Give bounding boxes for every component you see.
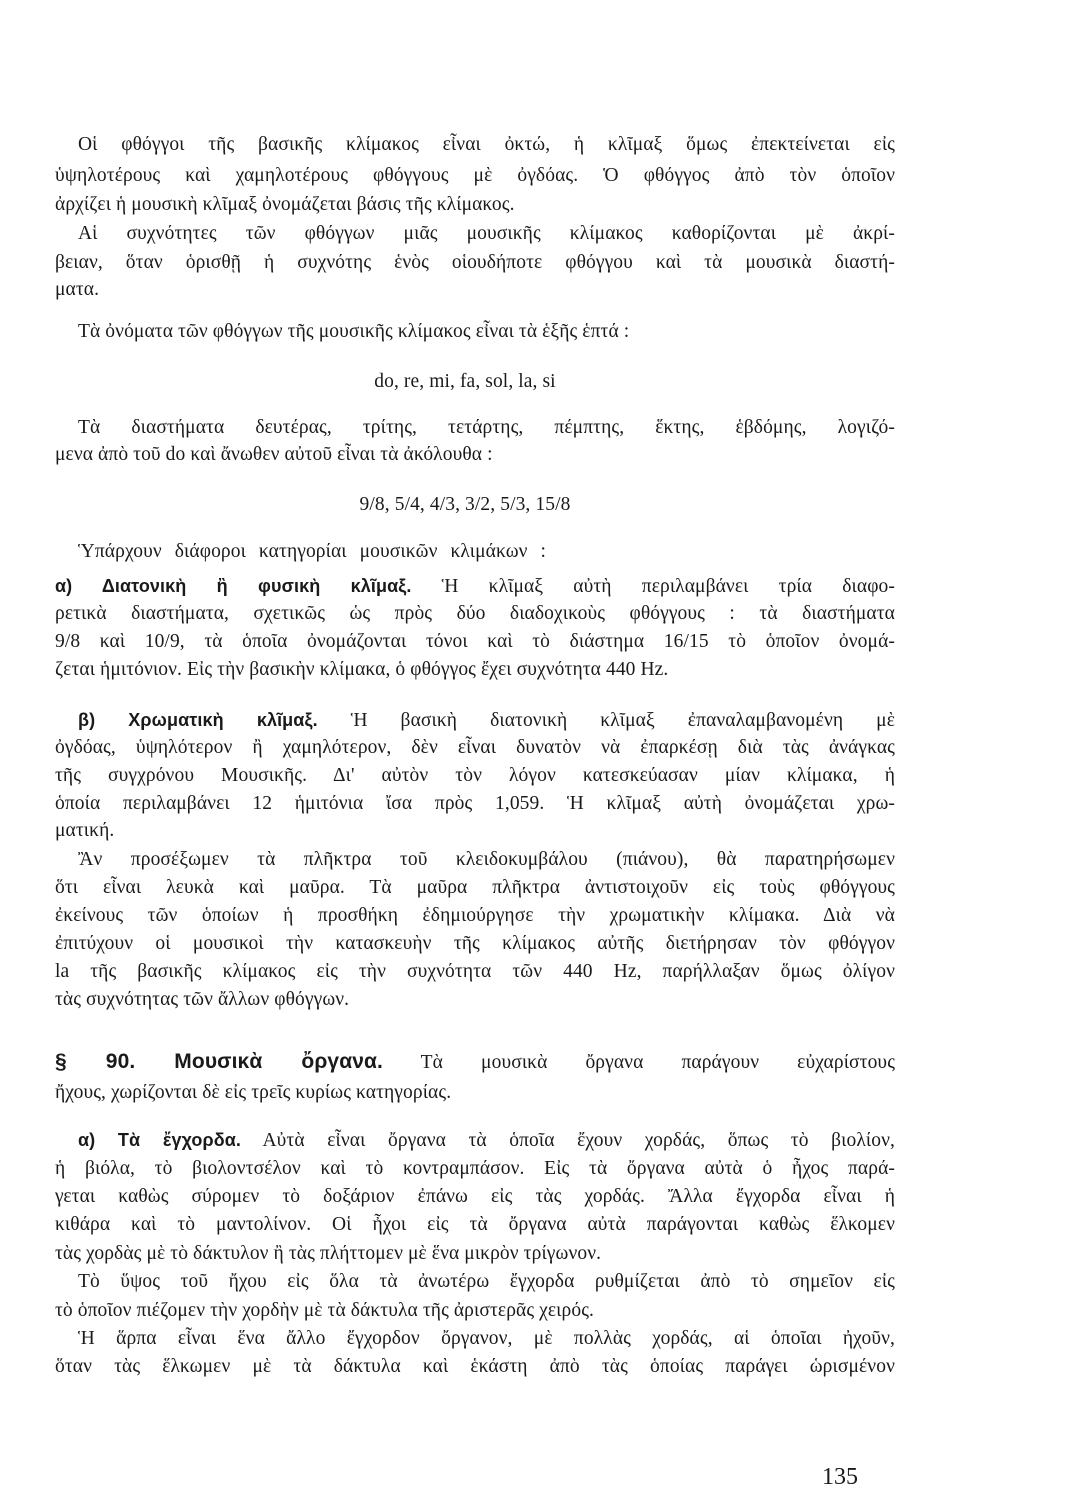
text-line: ὀγδόας, ὑψηλότερον ἢ χαμηλότερον, δὲν εἶναι δυνατὸν νὰ ἐπαρκέσῃ διὰ τὰς ἀνάγκας: [55, 737, 895, 758]
text-line: ματα.: [55, 279, 100, 300]
text-line: ρετικὰ διαστήματα, σχετικῶς ὡς πρὸς δύο διαδοχικοὺς φθόγγους : τὰ διαστήματα: [55, 603, 895, 624]
heading-chromatic: β) Χρωματικὴ κλῖμαξ.: [78, 710, 318, 730]
text-line: [78, 1128, 895, 1153]
text-line: βειαν, ὅταν ὁρισθῇ ἡ συχνότης ἑνὸς οἱουδήποτε φθόγγου καὶ τὰ μουσικὰ διαστή-: [55, 252, 895, 273]
text-span: Ἡ βασικὴ διατονικὴ κλῖμαξ ἐπαναλαμβανομένη μὲ: [350, 710, 895, 731]
text-line: 9/8 καὶ 10/9, τὰ ὁποῖα ὀνομάζονται τόνοι καὶ τὸ διάστημα 16/15 τὸ ὁποῖον ὀνομά-: [55, 631, 895, 652]
text-line: Ἡ ἅρπα εἶναι ἕνα ἄλλο ἔγχορδον ὄργανον, μὲ πολλὰς χορδάς, αἱ ὁποῖαι ἠχοῦν,: [78, 1328, 895, 1349]
text-line: [55, 574, 895, 599]
text-line: μενα ἀπὸ τοῦ do καὶ ἄνωθεν αὐτοῦ εἶναι τὰ ἀκόλουθα :: [55, 444, 493, 465]
text-line: Τὰ διαστήματα δευτέρας, τρίτης, τετάρτης, πέμπτης, ἕκτης, ἑβδόμης, λογιζό-: [78, 417, 895, 438]
text-line: Ἂν προσέξωμεν τὰ πλῆκτρα τοῦ κλειδοκυμβάλου (πιάνου), θὰ παρατηρήσωμεν: [78, 849, 895, 870]
text-line: Τὸ ὕψος τοῦ ἤχου εἰς ὅλα τὰ ἀνωτέρω ἔγχορδα ρυθμίζεται ἀπὸ τὸ σημεῖον εἰς: [78, 1271, 895, 1292]
heading-diatonic: α) Διατονικὴ ἢ φυσικὴ κλῖμαξ.: [55, 576, 412, 596]
text-line: la τῆς βασικῆς κλίμακος εἰς τὴν συχνότητα τῶν 440 Hz, παρήλλαξαν ὅμως ὀλίγον: [55, 961, 895, 982]
text-line: ἐπιτύχουν οἱ μουσικοὶ τὴν κατασκευὴν τῆς κλίμακος αὐτῆς διετήρησαν τὸν φθόγγον: [55, 933, 895, 954]
text-line: τὰς συχνότητας τῶν ἄλλων φθόγγων.: [55, 989, 350, 1010]
text-line: ἡ βιόλα, τὸ βιολοντσέλον καὶ τὸ κοντραμπάσον. Εἰς τὰ ὄργανα αὐτὰ ὁ ἦχος παρά-: [55, 1158, 895, 1179]
text-line: τὸ ὁποῖον πιέζομεν τὴν χορδὴν μὲ τὰ δάκτυλα τῆς ἀριστερᾶς χειρός.: [55, 1300, 595, 1321]
interval-ratios: 9/8, 5/4, 4/3, 3/2, 5/3, 15/8: [359, 494, 571, 515]
note-names: do, re, mi, fa, sol, la, si: [374, 371, 556, 392]
text-line: Ὑπάρχουν διάφοροι κατηγορίαι μουσικῶν κλιμάκων :: [78, 541, 547, 562]
text-span: Τὰ μουσικὰ ὄργανα παράγουν εὐχαρίστους: [420, 1052, 896, 1073]
text-line: ἐκείνους τῶν ὁποίων ἡ προσθήκη ἐδημιούργησε τὴν χρωματικὴν κλίμακα. Διὰ νὰ: [55, 905, 895, 926]
section-heading-line: [55, 1050, 895, 1075]
text-line: Οἱ φθόγγοι τῆς βασικῆς κλίμακος εἶναι ὀκτώ, ἡ κλῖμαξ ὅμως ἐπεκτείνεται εἰς: [78, 134, 895, 155]
text-line: ὁποία περιλαμβάνει 12 ἡμιτόνια ἴσα πρὸς 1,059. Ἡ κλῖμαξ αὐτὴ ὀνομάζεται χρω-: [55, 793, 895, 814]
text-line: ὑψηλοτέρους καὶ χαμηλοτέρους φθόγγους μὲ ὀγδόας. Ὁ φθόγγος ἀπὸ τὸν ὁποῖον: [55, 165, 895, 186]
text-line: Τὰ ὀνόματα τῶν φθόγγων τῆς μουσικῆς κλίμακος εἶναι τὰ ἑξῆς ἑπτά :: [78, 321, 630, 342]
text-line: Αἱ συχνότητες τῶν φθόγγων μιᾶς μουσικῆς κλίμακος καθορίζονται μὲ ἀκρί-: [78, 223, 895, 244]
text-line: ἤχους, χωρίζονται δὲ εἰς τρεῖς κυρίως κατηγορίας.: [55, 1082, 452, 1103]
text-line: κιθάρα καὶ τὸ μαντολίνον. Οἱ ἦχοι εἰς τὰ ὄργανα αὐτὰ παράγονται καθὼς ἕλκομεν: [55, 1214, 895, 1235]
text-span: Ἡ κλῖμαξ αὐτὴ περιλαμβάνει τρία διαφο-: [441, 576, 895, 597]
text-line: γεται καθὼς σύρομεν τὸ δοξάριον ἐπάνω εἰς τὰς χορδάς. Ἄλλα ἔγχορδα εἶναι ἡ: [55, 1186, 895, 1207]
page-number: 135: [822, 1464, 858, 1490]
text-line: ἀρχίζει ἡ μουσικὴ κλῖμαξ ὀνομάζεται βάσις τῆς κλίμακος.: [55, 194, 515, 215]
section-heading: § 90. Μουσικὰ ὄργανα.: [55, 1050, 383, 1073]
text-line: ζεται ἡμιτόνιον. Εἰς τὴν βασικὴν κλίμακα, ὁ φθόγγος ἔχει συχνότητα 440 Hz.: [55, 659, 669, 680]
text-line: ματική.: [55, 820, 115, 841]
heading-strings: α) Τὰ ἔγχορδα.: [78, 1130, 242, 1150]
text-line: ὅταν τὰς ἕλκωμεν μὲ τὰ δάκτυλα καὶ ἑκάστη ἀπὸ τὰς ὁποίας παράγει ὡρισμένον: [55, 1356, 895, 1377]
text-span: Αὐτὰ εἶναι ὄργανα τὰ ὁποῖα ἔχουν χορδάς, ὅπως τὸ βιολίον,: [262, 1130, 895, 1151]
text-line: [78, 708, 895, 733]
text-line: τὰς χορδὰς μὲ τὸ δάκτυλον ἢ τὰς πλήττομεν μὲ ἕνα μικρὸν τρίγωνον.: [55, 1243, 602, 1264]
text-line: ὅτι εἶναι λευκὰ καὶ μαῦρα. Τὰ μαῦρα πλῆκτρα ἀντιστοιχοῦν εἰς τοὺς φθόγγους: [55, 877, 895, 898]
text-line: τῆς συγχρόνου Μουσικῆς. Δι' αὐτὸν τὸν λόγον κατεσκεύασαν μίαν κλίμακα, ἡ: [55, 765, 895, 786]
